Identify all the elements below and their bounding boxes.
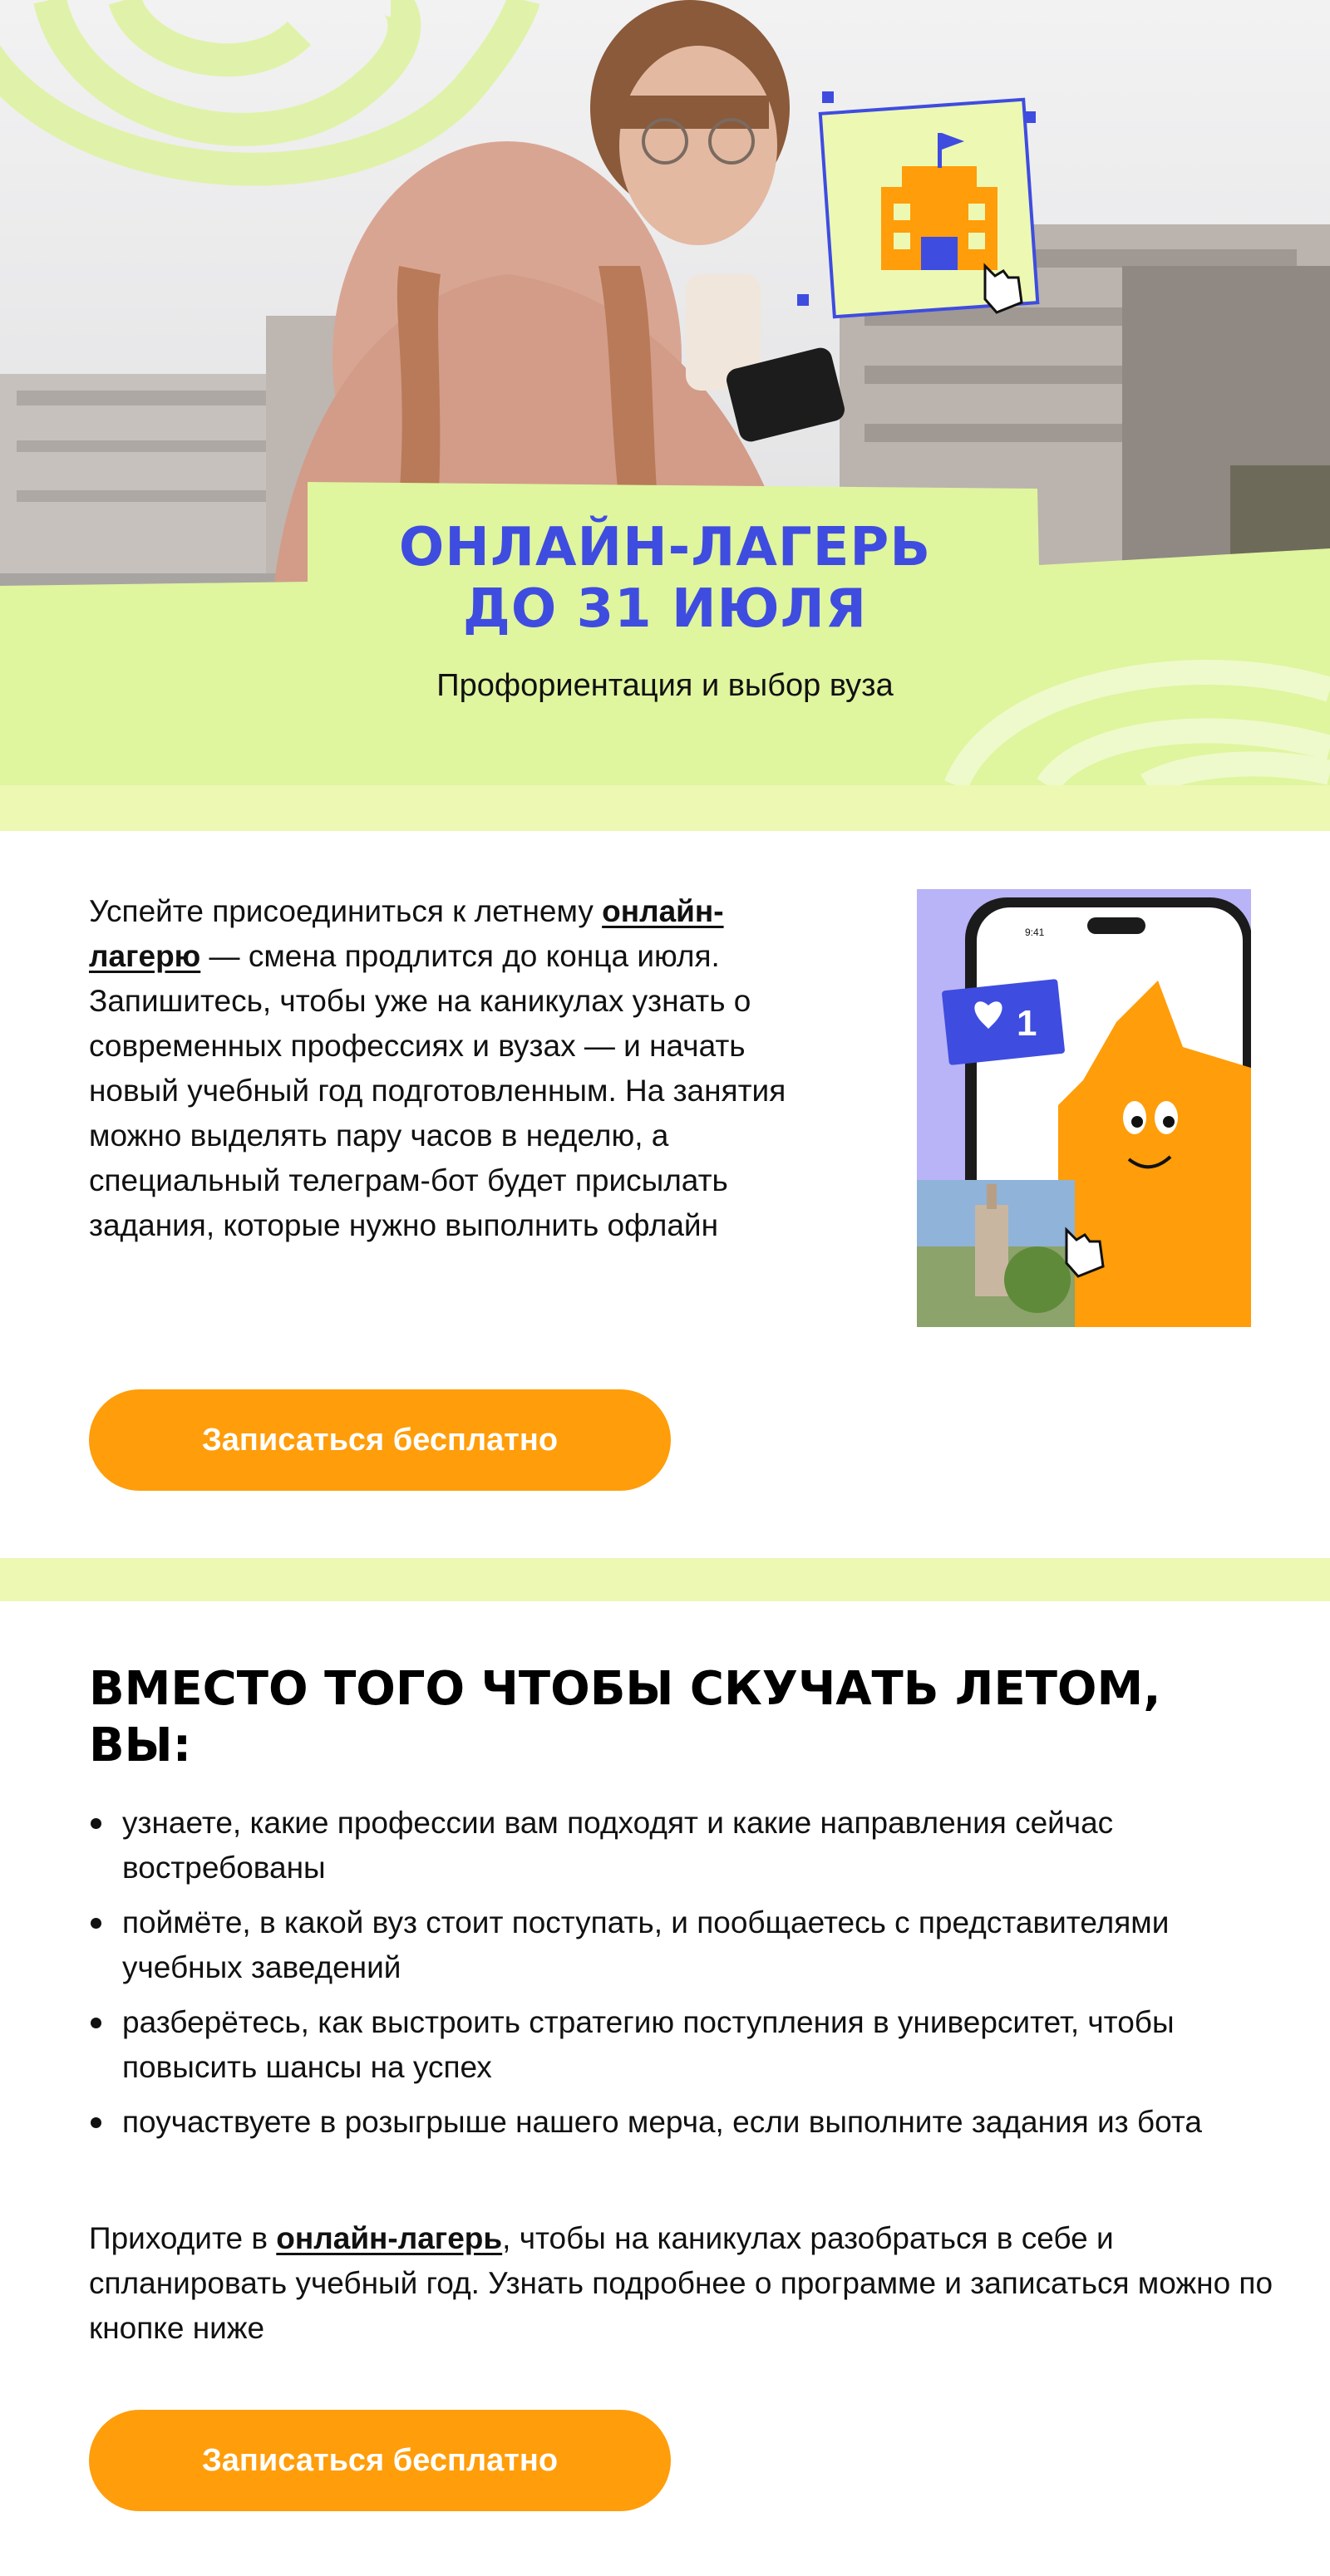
benefits-heading: ВМЕСТО ТОГО ЧТОБЫ СКУЧАТЬ ЛЕТОМ, ВЫ:	[89, 1662, 1161, 1772]
list-item-text: узнаете, какие профессии вам подходят и какие направления сейчас востребованы	[122, 1806, 1114, 1885]
hero-subtitle: Профориентация и выбор вуза	[436, 668, 894, 703]
online-camp-link[interactable]: онлайн-лагерю	[89, 894, 724, 973]
list-item-text: разберётесь, как выстроить стратегию поступления в университет, чтобы повысить шансы на успех	[122, 2005, 1175, 2084]
bullet-icon	[91, 2018, 101, 2028]
signup-button-secondary[interactable]: Записаться бесплатно	[89, 2410, 671, 2511]
section-divider	[0, 1558, 1330, 1601]
benefits-list	[89, 1801, 1269, 2155]
hero-title-line1: ОНЛАЙН-ЛАГЕРЬ	[398, 517, 932, 578]
intro-text-end: — смена продлится до конца июля. Запишитесь, чтобы уже на каникулах узнать о современных профессиях и вузах — и начать новый учебный год подготовленным. На занятия можно выделять пару часов в неделю, а специальный телеграм-бот будет присылать задания, которые нужно выполнить офлайн	[89, 939, 786, 1242]
bullet-icon	[91, 1818, 101, 1829]
list-item	[89, 2100, 1269, 2145]
phone-clock: 9:41	[1025, 927, 1045, 938]
phone-illustration	[917, 889, 1251, 1327]
like-count: 1	[1017, 1003, 1037, 1044]
hero-title-line2: ДО 31 ИЮЛЯ	[462, 578, 868, 640]
list-item	[89, 1900, 1269, 1990]
signup-button-primary[interactable]: Записаться бесплатно	[89, 1389, 671, 1491]
bullet-icon	[91, 1918, 101, 1929]
outro-text-start: Приходите в	[89, 2221, 277, 2255]
list-item-text: поучаствуете в розыгрыше нашего мерча, если выполните задания из бота	[122, 2105, 1202, 2139]
online-camp-link-2[interactable]: онлайн-лагерь	[276, 2221, 503, 2255]
hero-bottom-band	[0, 785, 1330, 831]
intro-text-start: Успейте присоединиться к летнему	[89, 894, 603, 928]
list-item	[89, 1801, 1269, 1890]
benefits-section	[0, 1601, 1330, 2576]
hero-banner	[0, 0, 1330, 785]
list-item-text: поймёте, в какой вуз стоит поступать, и пообщаетесь с представителями учебных заведений	[122, 1905, 1170, 1984]
outro-paragraph	[89, 2216, 1286, 2351]
bullet-icon	[91, 2117, 101, 2128]
outro-text-end: , чтобы на каникулах разобраться в себе и спланировать учебный год. Узнать подробнее о программе и записаться можно по кнопке ниже	[89, 2221, 1273, 2345]
intro-paragraph	[89, 889, 820, 1248]
intro-section	[0, 831, 1330, 1558]
list-item	[89, 2000, 1269, 2090]
